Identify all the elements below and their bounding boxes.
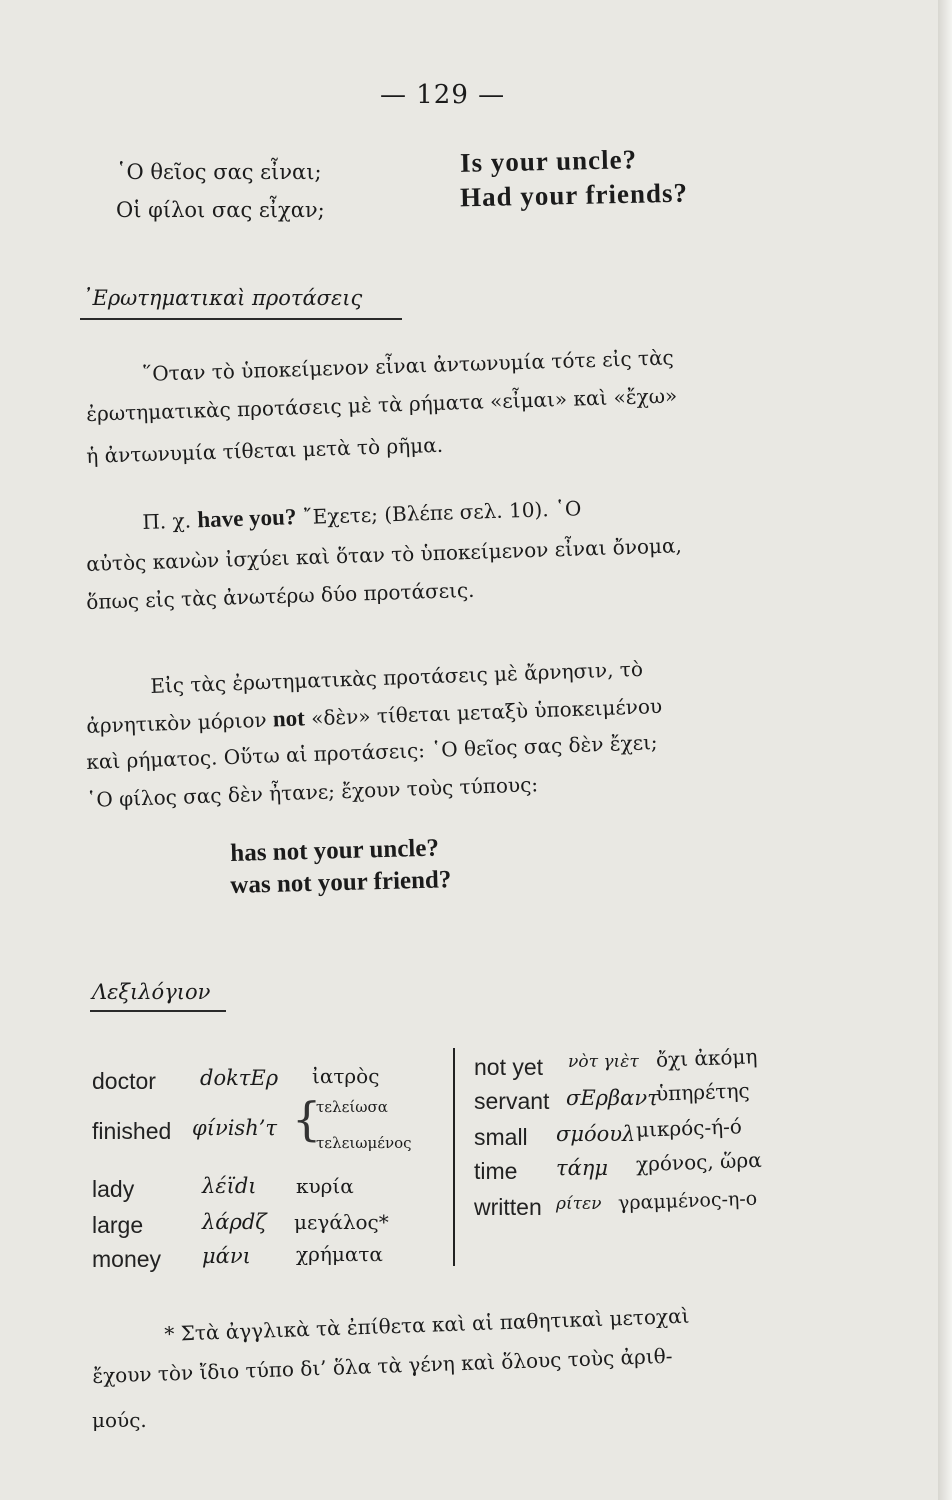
vocab-right-pron-0: νὸτ γιὲτ xyxy=(568,1052,639,1072)
para3-line1: Εἰς τὰς ἐρωτηματικὰς προτάσεις μὲ ἄρνησιν, τὸ xyxy=(149,656,644,698)
vocab-left-gr-0: ἰατρὸς xyxy=(312,1064,380,1088)
vocab-left-en-4: money xyxy=(92,1246,162,1272)
neg-example-2: was not your friend? xyxy=(230,866,452,899)
vocab-right-pron-3: τάημ xyxy=(556,1156,609,1180)
para1-line2: ἐρωτηματικὰς προτάσεις μὲ τὰ ρήματα «εἶμαι» καὶ «ἔχω» xyxy=(85,383,678,426)
vocab-left-gr-2: κυρία xyxy=(296,1174,354,1198)
vocab-left-pron-1: φίνish’τ xyxy=(192,1116,278,1140)
vocab-right-gr-1: ὑπηρέτης xyxy=(655,1078,751,1106)
vocab-left-gr-1a: τελείωσα xyxy=(316,1098,388,1116)
para1-line1: ῞Οταν τὸ ὑποκείμενον εἶναι ἀντωνυμία τότε εἰς τὰς xyxy=(141,345,675,386)
para3-line4: ῾Ο φίλος σας δὲν ἦτανε; ἔχουν τοὺς τύπους: xyxy=(85,772,539,812)
section-heading: ᾽Ερωτηματικαὶ προτάσεις xyxy=(82,286,363,310)
vocab-right-pron-2: σμόουλ xyxy=(556,1122,636,1146)
vocab-column-divider xyxy=(453,1048,455,1266)
footnote-line3: μούς. xyxy=(92,1408,147,1432)
vocab-left-gr-1b: τελειωμένος xyxy=(316,1134,412,1152)
example-greek-2: Οἱ φίλοι σας εἶχαν; xyxy=(116,198,325,222)
example-english-1: Is your uncle? xyxy=(459,144,638,178)
page-edge xyxy=(938,0,952,1500)
para3-line2 xyxy=(86,694,662,737)
vocab-right-gr-0: ὄχι ἀκόμη xyxy=(655,1044,758,1072)
vocab-left-gr-3: μεγάλος* xyxy=(294,1210,389,1234)
footnote-line2: ἔχουν τὸν ἴδιο τύπο δι’ ὅλα τὰ γένη καὶ ὅλους τοὺς ἀριθ- xyxy=(91,1343,673,1388)
vocab-right-en-3: time xyxy=(474,1158,518,1184)
vocab-left-en-0: doctor xyxy=(92,1068,156,1094)
vocab-left-pron-3: λάρdζ xyxy=(202,1210,267,1234)
vocab-left-pron-2: λέϊdι xyxy=(202,1174,257,1198)
vocab-right-pron-4: ρίτεν xyxy=(556,1194,602,1214)
para2-line3: ὅπως εἰς τὰς ἀνωτέρω δύο προτάσεις. xyxy=(85,577,475,614)
vocab-left-en-3: large xyxy=(92,1212,144,1238)
para1-line3: ἡ ἀντωνυμία τίθεται μετὰ τὸ ρῆμα. xyxy=(85,432,444,468)
vocab-heading-underline xyxy=(90,1010,226,1012)
vocab-right-en-2: small xyxy=(474,1124,528,1150)
vocab-heading: Λεξιλόγιον xyxy=(92,980,211,1004)
para3-line3: καὶ ρήματος. Οὕτω αἱ προτάσεις: ῾Ο θεῖος σας δὲν ἔχει; xyxy=(85,730,658,774)
vocab-right-gr-3: χρόνος, ὥρα xyxy=(635,1147,762,1177)
example-greek-1: ῾Ο θεῖος σας εἶναι; xyxy=(116,160,322,184)
vocab-left-pron-4: μάνι xyxy=(202,1244,251,1268)
para2-line1-rest: ῎Εχετε; (Βλέπε σελ. 10). ῾Ο xyxy=(302,496,582,529)
page-number: — 129 — xyxy=(380,80,506,110)
footnote-line1: * Στὰ ἀγγλικὰ τὰ ἐπίθετα καὶ αἱ παθητικαὶ μετοχαὶ xyxy=(163,1303,690,1346)
vocab-right-pron-1: σΕρβαντ xyxy=(566,1086,659,1110)
vocab-right-en-0: not yet xyxy=(474,1054,544,1080)
para3-line2-pre: ἀρνητικὸν μόριον xyxy=(86,707,267,738)
para3-bold-not: not xyxy=(272,705,306,732)
vocab-right-en-4: written xyxy=(474,1194,542,1220)
para2-line1 xyxy=(142,496,582,533)
example-english-2: Had your friends? xyxy=(459,177,689,213)
vocab-left-en-2: lady xyxy=(92,1176,135,1202)
vocab-left-gr-4: χρήματα xyxy=(296,1242,383,1266)
vocab-left-pron-0: dokτΕρ xyxy=(200,1066,279,1090)
vocab-left-en-1: finished xyxy=(92,1118,172,1144)
vocab-right-gr-2: μικρός-ή-ό xyxy=(635,1114,743,1142)
para2-line2: αὐτὸς κανὼν ἰσχύει καὶ ὅταν τὸ ὑποκείμενον εἶναι ὄνομα, xyxy=(85,533,683,576)
para3-line2-post: «δὲν» τίθεται μεταξὺ ὑποκειμένου xyxy=(310,693,663,731)
brace-icon: { xyxy=(292,1092,322,1146)
vocab-right-en-1: servant xyxy=(474,1088,550,1114)
para2-bold-example: have you? xyxy=(196,504,297,533)
para2-prefix: Π. χ. xyxy=(142,508,192,534)
vocab-right-gr-4: γραμμένος-η-ο xyxy=(617,1187,758,1215)
neg-example-1: has not your uncle? xyxy=(230,834,440,867)
heading-underline xyxy=(80,318,402,320)
